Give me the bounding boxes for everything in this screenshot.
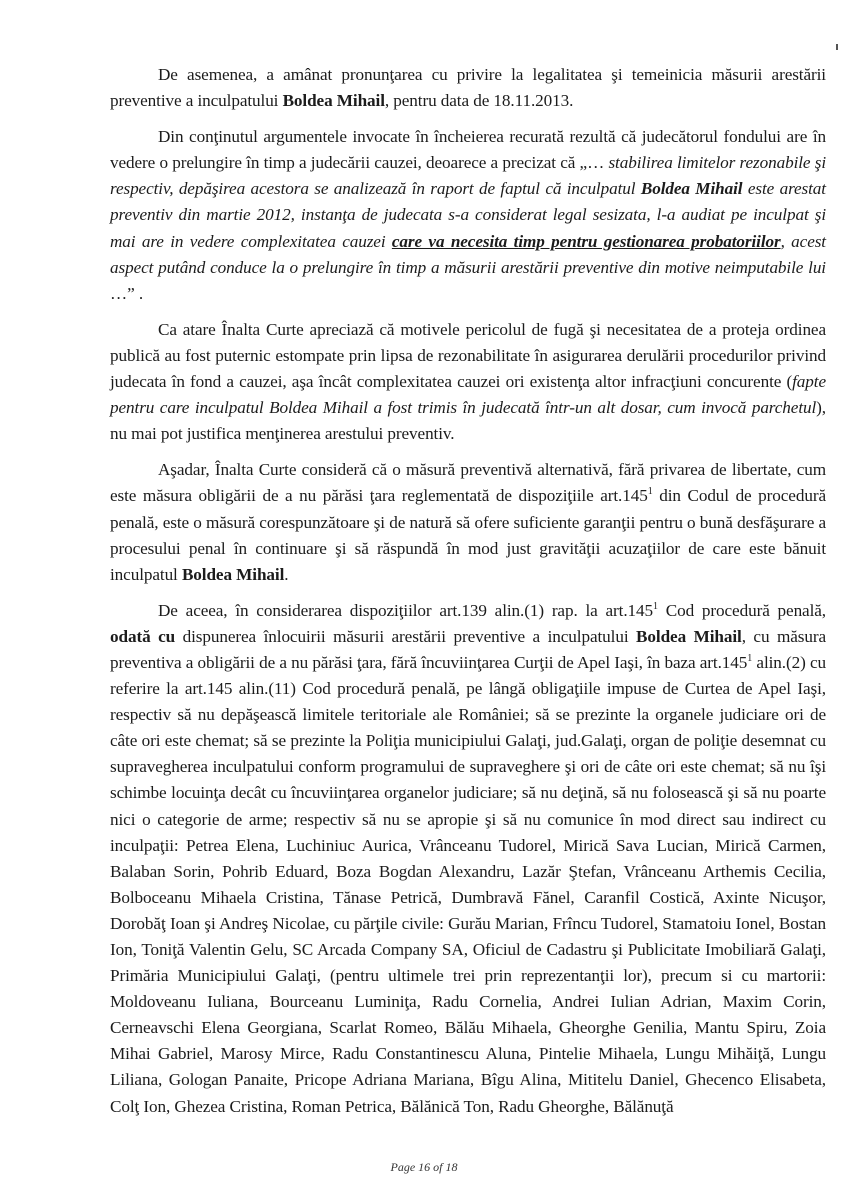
paragraph: [110, 457, 826, 587]
paragraph: [110, 598, 826, 1120]
text-segment: .: [284, 564, 289, 584]
superscript: 1: [647, 486, 653, 498]
text-segment: Ca atare Înalta Curte apreciază că motivele pericolul de fugă şi necesitatea de a proteja ordinea publică au fost puternic estompate prin lipsa de rezonabilitate în asigurarea derulării procedurilor privind judecata în fond a cauzei, aşa încât complexitatea cauzei ori existenţa altor infracţiuni concurente (: [110, 319, 826, 392]
text-segment: care va necesita timp pentru gestionarea probatoriilor: [391, 231, 781, 251]
text-segment: Boldea Mihail: [636, 626, 742, 646]
text-segment: din Codul de procedură penală, este o măsură corespunzătoare şi de natură să ofere suficiente garanţii pentru o bună desfăşurare a procesului penal în continuare şi să răspundă în mod just gravităţii acuzaţiilor de care este bănuit inculpatul: [110, 486, 826, 584]
text-segment: fapte pentru care inculpatul Boldea Mihail a fost trimis în judecată într-un alt dosar, cum invocă parchetul: [110, 372, 826, 418]
text-segment: este arestat preventiv din martie 2012, instanţa de judecata s-a considerat legal sesizata, l-a audiat pe inculpat şi mai are in vedere complexitatea cauzei: [110, 179, 826, 251]
text-segment: Boldea Mihail: [282, 91, 385, 111]
text-segment: , cu măsura preventiva a obligării de a nu părăsi ţara, fără încuviinţarea Curţii de Apel Iaşi, în baza art.145: [110, 626, 827, 672]
text-segment: ), nu mai pot justifica menţinerea arestului preventiv.: [110, 398, 826, 444]
paragraph: [110, 62, 826, 114]
paragraph: [110, 124, 826, 307]
superscript: 1: [747, 652, 753, 664]
text-segment: Din conţinutul argumentele invocate în încheierea recurată rezultă că judecătorul fondului are în vedere o prelungire în timp a judecării cauzei, deoarece a precizat că „…: [110, 127, 826, 173]
text-segment: , pentru data de 18.11.2013.: [384, 91, 574, 111]
text-segment: De asemenea, a amânat pronunţarea cu privire la legalitatea şi temeinicia măsurii arestării preventive a inculpatului: [110, 65, 826, 111]
text-segment: stabilirea limitelor rezonabile şi respectiv, depăşirea acestora se analizează în raport de faptul că inculpatul: [110, 153, 826, 199]
document-body: [110, 62, 826, 1120]
text-segment: dispunerea înlocuirii măsurii arestării preventive a inculpatului: [175, 626, 637, 646]
superscript: 1: [653, 600, 658, 612]
paragraph: [110, 317, 826, 447]
margin-mark: [836, 44, 838, 50]
text-segment: Aşadar, Înalta Curte consideră că o măsură preventivă alternativă, fără privarea de libertate, cum este măsura obligării de a nu părăsi ţara reglementată de dispoziţiile art.145: [110, 460, 826, 506]
text-segment: alin.(2) cu referire la art.145 alin.(11) Cod procedură penală, pe lângă obligaţiile impuse de Curtea de Apel Iaşi, respectiv să nu depăşească limitele teritoriale ale României; să se prezinte la organele judiciare ori de câte ori este chemat; să se prezinte la Poliţia municipiului Galaţi, jud.Galaţi, organ de poliţie desemnat cu supravegherea inculpatului conform programului de supraveghere şi ori de câte ori este chemat; să nu îşi schimbe locuinţa decât cu încuviinţarea organelor judiciare; să nu deţină, să nu folosească şi să nu poarte nici o categorie de arme; respectiv să nu se apropie şi să nu comunice în mod direct sau indirect cu inculpaţii: Petrea Elena, Luchiniuc Aurica, Vrânceanu Tudorel, Mirică Sava Lucian, Mirică Carmen, Balaban Sorin, Pohrib Eduard, Boza Bogdan Alexandru, Lazăr Ştefan, Vrânceanu Arthemis Cecilia, Bolboceanu Mihaela Cristina, Tănase Petrică, Dumbravă Fănel, Caranfil Costică, Axinte Nicuşor, Dorobăţ Ioan şi Andreş Nicolae, cu părţile civile: Gurău Marian, Frîncu Tudorel, Stamatoiu Ionel, Bostan Ion, Toniţă Valentin Gelu, SC Arcada Company SA, Oficiul de Cadastru şi Publicitate Imobiliară Galaţi, Primăria Municipiului Galaţi, (pentru ultimele trei prin reprezentanţii lor), precum si cu martorii: Moldoveanu Iuliana, Bourceanu Luminiţa, Radu Cornelia, Andrei Iulian Adrian, Maxim Corin, Cerneavschi Elena Georgiana, Scarlat Romeo, Bălău Mihaela, Gheorghe Genilia, Mantu Spiru, Zoia Mihai Gabriel, Marosy Mirce, Radu Constantinescu Aluna, Pintelie Mihaela, Lungu Mihăiţă, Lungu Liliana, Gologan Panaite, Pricope Adriana Mariana, Bîgu Alina, Mititelu Daniel, Ghecenco Elisabeta, Colţ Ion, Ghezea Cristina, Roman Petrica, Bălănică Ton, Radu Gheorghe, Bălănuţă: [110, 652, 826, 1116]
text-segment: Cod procedură penală,: [657, 600, 826, 620]
text-segment: …” .: [110, 283, 144, 303]
page-footer: Page 16 of 18: [390, 1160, 458, 1174]
text-segment: odată cu: [110, 626, 176, 646]
text-segment: De aceea, în considerarea dispoziţiilor art.139 alin.(1) rap. la art.145: [158, 600, 654, 620]
text-segment: Boldea Mihail: [181, 564, 285, 584]
text-segment: Boldea Mihail: [640, 179, 743, 199]
text-segment: , acest aspect putând conduce la o prelungire în timp a măsurii arestării preventive din motive neimputabile lui: [110, 231, 826, 277]
